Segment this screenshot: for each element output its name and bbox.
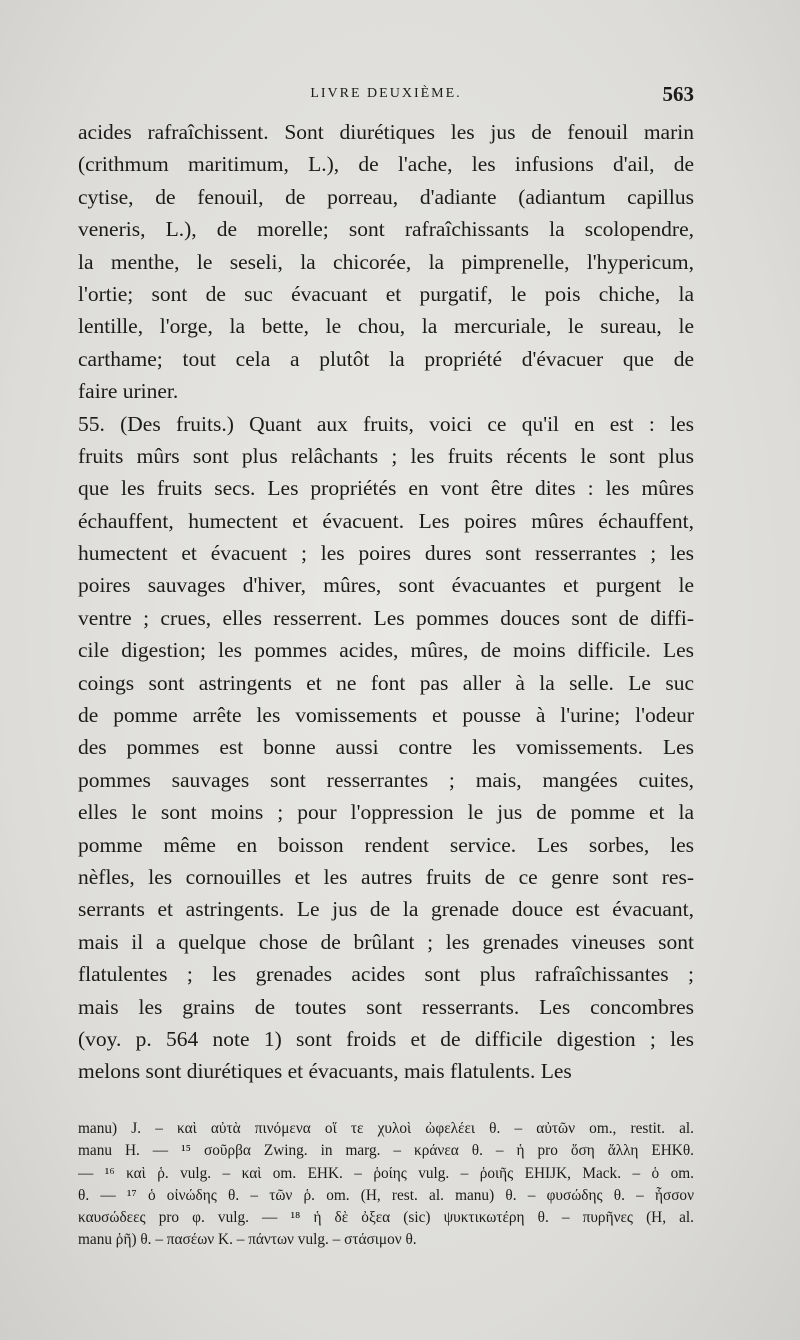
text-line: humectent et évacuent ; les poires dures sont resserrantes ; les (78, 541, 694, 566)
text-line: que les fruits secs. Les propriétés en vont être dites : les mûres (78, 476, 694, 501)
footnote-line: manu ῥῆ) θ. – πασέων K. – πάντων vulg. – στάσιμον θ. (78, 1231, 417, 1249)
text-line: melons sont diurétiques et évacuants, mais flatulents. Les (78, 1059, 572, 1084)
running-title: LIVRE DEUXIÈME. (310, 86, 462, 101)
page-number: 563 (662, 82, 694, 106)
text-line: serrants et astringents. Le jus de la grenade douce est évacuant, (78, 897, 694, 922)
text-line: pomme même en boisson rendent service. Les sorbes, les (78, 832, 694, 857)
body-text (78, 116, 694, 1088)
page-header (78, 82, 694, 110)
text-line: veneris, L.), de morelle; sont rafraîchissants la scolopendre, (78, 217, 694, 242)
text-line: carthame; tout cela a plutôt la propriété d'évacuer que de (78, 346, 694, 371)
text-line: coings sont astringents et ne font pas aller à la selle. Le suc (78, 670, 694, 695)
footnotes (78, 1118, 694, 1252)
text-line: lentille, l'orge, la bette, le chou, la mercuriale, le sureau, le (78, 314, 694, 339)
text-line: nèfles, les cornouilles et les autres fruits de ce genre sont res- (78, 864, 694, 889)
text-line: mais il a quelque chose de brûlant ; les grenades vineuses sont (78, 929, 694, 954)
text-line: ventre ; crues, elles resserrent. Les pommes douces sont de diffi- (78, 605, 694, 630)
footnote-line: — ¹⁶ καὶ ῥ. vulg. – καὶ om. EHK. – ῥοίης vulg. – ῥοιῆς EHIJK, Mack. – ὁ om. (78, 1164, 694, 1182)
text-line: elles le sont moins ; pour l'oppression le jus de pomme et la (78, 800, 694, 825)
text-line: fruits mûrs sont plus relâchants ; les fruits récents le sont plus (78, 443, 694, 468)
text-line: la menthe, le seseli, la chicorée, la pimprenelle, l'hypericum, (78, 249, 694, 274)
text-line: 55. (Des fruits.) Quant aux fruits, voici ce qu'il en est : les (78, 411, 694, 436)
text-line: mais les grains de toutes sont resserrants. Les concombres (78, 994, 694, 1019)
text-line: (voy. p. 564 note 1) sont froids et de difficile digestion ; les (78, 1026, 694, 1051)
text-line: l'ortie; sont de suc évacuant et purgatif, le pois chiche, la (78, 281, 694, 306)
text-line: (crithmum maritimum, L.), de l'ache, les infusions d'ail, de (78, 152, 694, 177)
text-line: flatulentes ; les grenades acides sont plus rafraîchissantes ; (78, 962, 694, 987)
text-line: cytise, de fenouil, de porreau, d'adiante (adiantum capillus (78, 184, 694, 209)
footnote-line: manu) J. – καὶ αὐτὰ πινόμενα οἵ τε χυλοὶ ὠφελέει θ. – αὐτῶν om., restit. al. (78, 1120, 694, 1137)
text-line: des pommes est bonne aussi contre les vomissements. Les (78, 735, 694, 760)
text-line: poires sauvages d'hiver, mûres, sont évacuantes et purgent le (78, 573, 694, 598)
text-line: faire uriner. (78, 379, 179, 404)
footnote-line: θ. — ¹⁷ ὁ οἰνώδης θ. – τῶν ῥ. om. (H, rest. al. manu) θ. – φυσώδης θ. – ἧσσον (78, 1186, 694, 1204)
text-line: échauffent, humectent et évacuent. Les poires mûres échauffent, (78, 508, 694, 533)
text-line: pommes sauvages sont resserrantes ; mais, mangées cuites, (78, 767, 694, 792)
footnote-line: καυσώδεες pro φ. vulg. — ¹⁸ ἡ δὲ ὀξεα (sic) ψυκτικωτέρη θ. – πυρῆνες (H, al. (78, 1209, 694, 1227)
text-line: acides rafraîchissent. Sont diurétiques les jus de fenouil marin (78, 120, 694, 144)
text-line: de pomme arrête les vomissements et pousse à l'urine; l'odeur (78, 703, 694, 728)
footnote-line: manu H. — ¹⁵ σοῦρβα Zwing. in marg. – κράνεα θ. – ἡ pro ὅση ἄλλη EHKθ. (78, 1142, 694, 1160)
text-line: cile digestion; les pommes acides, mûres, de moins difficile. Les (78, 638, 694, 663)
